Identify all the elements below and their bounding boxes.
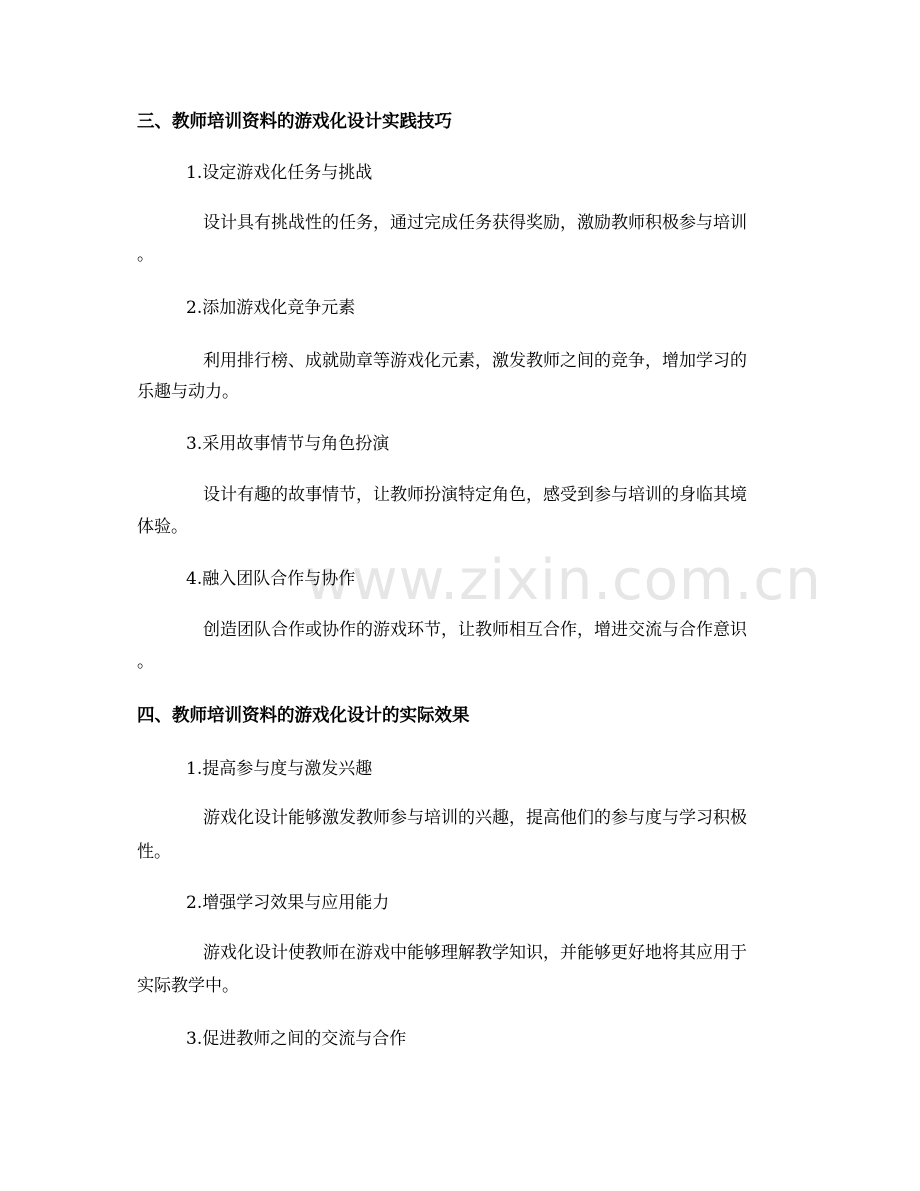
section-4-item-1-text-line-2: 性。: [137, 842, 171, 862]
section-4-item-2-title: 2.增强学习效果与应用能力: [186, 893, 390, 913]
section-4-item-3-title: 3.促进教师之间的交流与合作: [186, 1029, 407, 1049]
section-4-item-1-text-line-1: 游戏化设计能够激发教师参与培训的兴趣，提高他们的参与度与学习积极: [203, 808, 747, 828]
section-3-item-1-title: 1.设定游戏化任务与挑战: [186, 163, 373, 183]
section-3-item-4-text-line-1: 创造团队合作或协作的游戏环节，让教师相互合作，增进交流与合作意识: [203, 620, 747, 640]
section-3-item-4-title: 4.融入团队合作与协作: [186, 569, 356, 589]
section-4-item-1-title: 1.提高参与度与激发兴趣: [186, 759, 373, 779]
section-3-item-1-text-line-2: 。: [137, 245, 154, 265]
section-3-item-2-title: 2.添加游戏化竞争元素: [186, 298, 356, 318]
section-3-item-3-text-line-2: 体验。: [137, 517, 188, 537]
section-3-heading: 三、教师培训资料的游戏化设计实践技巧: [137, 112, 452, 132]
section-4-item-2-text-line-1: 游戏化设计使教师在游戏中能够理解教学知识，并能够更好地将其应用于: [203, 943, 747, 963]
watermark: www.zixin.com.cn: [305, 548, 822, 613]
section-4-heading: 四、教师培训资料的游戏化设计的实际效果: [137, 706, 470, 726]
section-3-item-3-text-line-1: 设计有趣的故事情节，让教师扮演特定角色，感受到参与培训的身临其境: [203, 485, 747, 505]
section-4-item-2-text-line-2: 实际教学中。: [137, 976, 239, 996]
section-3-item-3-title: 3.采用故事情节与角色扮演: [186, 434, 390, 454]
section-3-item-1-text-line-1: 设计具有挑战性的任务，通过完成任务获得奖励，激励教师积极参与培训: [203, 213, 747, 233]
section-3-item-2-text-line-1: 利用排行榜、成就勋章等游戏化元素，激发教师之间的竞争，增加学习的: [203, 351, 747, 371]
section-3-item-4-text-line-2: 。: [137, 652, 154, 672]
section-3-item-2-text-line-2: 乐趣与动力。: [137, 382, 239, 402]
